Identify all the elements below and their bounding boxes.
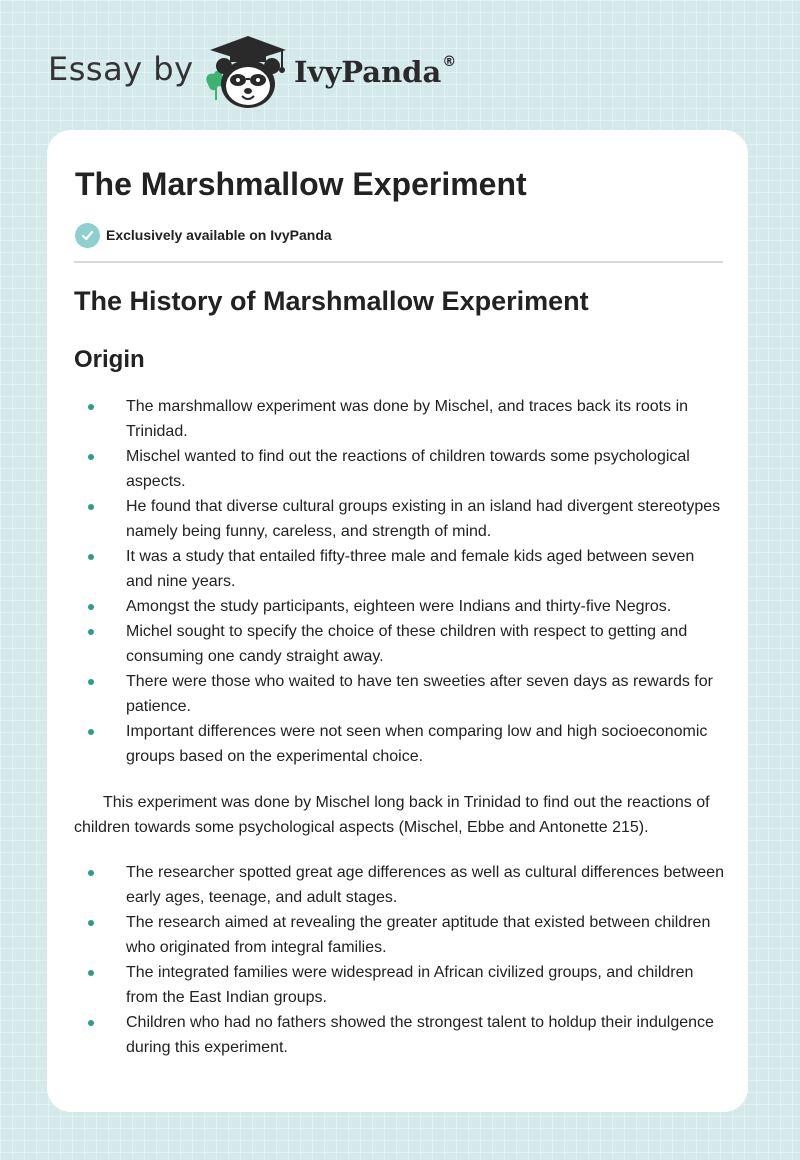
list-item: Mischel wanted to find out the reactions of children towards some psychological aspects. bbox=[74, 444, 724, 494]
check-circle-icon bbox=[75, 223, 100, 248]
divider bbox=[74, 261, 723, 263]
section-heading: The History of Marshmallow Experiment bbox=[74, 286, 589, 316]
list-item: The marshmallow experiment was done by Mischel, and traces back its roots in Trinidad. bbox=[74, 394, 724, 444]
exclusive-badge bbox=[75, 222, 332, 248]
bullet-dot-icon bbox=[88, 970, 94, 976]
registered-mark: ® bbox=[442, 54, 457, 70]
body-paragraph: This experiment was done by Mischel long back in Trinidad to find out the reactions of children towards some psychological aspects (Mischel, Ebbe and Antonette 215). bbox=[74, 794, 710, 836]
bullet-dot-icon bbox=[88, 920, 94, 926]
essay-by-label: Essay by bbox=[48, 50, 194, 88]
panda-logo-icon bbox=[202, 34, 294, 110]
article-body bbox=[74, 394, 724, 1060]
bullet-dot-icon bbox=[88, 729, 94, 735]
list-item: There were those who waited to have ten sweeties after seven days as rewards for patience. bbox=[74, 669, 724, 719]
bullet-dot-icon bbox=[88, 629, 94, 635]
bullet-dot-icon bbox=[88, 504, 94, 510]
bullet-dot-icon bbox=[88, 404, 94, 410]
badge-label: Exclusively available on IvyPanda bbox=[106, 227, 332, 243]
page-title: The Marshmallow Experiment bbox=[75, 166, 527, 202]
bullet-dot-icon bbox=[88, 870, 94, 876]
bullet-dot-icon bbox=[88, 679, 94, 685]
bullet-list-findings bbox=[74, 860, 724, 1060]
list-item: Important differences were not seen when comparing low and high socioeconomic groups based on the experimental choice. bbox=[74, 719, 724, 769]
list-item: Michel sought to specify the choice of these children with respect to getting and consuming one candy straight away. bbox=[74, 619, 724, 669]
site-header bbox=[48, 30, 548, 110]
list-item: He found that diverse cultural groups existing in an island had divergent stereotypes namely being funny, careless, and strength of mind. bbox=[74, 494, 724, 544]
bullet-dot-icon bbox=[88, 454, 94, 460]
subsection-heading: Origin bbox=[74, 346, 145, 373]
list-item: The researcher spotted great age differences as well as cultural differences between early ages, teenage, and adult stages. bbox=[74, 860, 724, 910]
bullet-dot-icon bbox=[88, 554, 94, 560]
bullet-list-origin bbox=[74, 394, 724, 769]
bullet-dot-icon bbox=[88, 604, 94, 610]
list-item: The research aimed at revealing the greater aptitude that existed between children who originated from integral families. bbox=[74, 910, 724, 960]
brand-name: IvyPanda® bbox=[294, 54, 457, 89]
list-item: The integrated families were widespread in African civilized groups, and children from the East Indian groups. bbox=[74, 960, 724, 1010]
bullet-dot-icon bbox=[88, 1020, 94, 1026]
list-item: It was a study that entailed fifty-three male and female kids aged between seven and nine years. bbox=[74, 544, 724, 594]
list-item: Children who had no fathers showed the strongest talent to holdup their indulgence during this experiment. bbox=[74, 1010, 724, 1060]
list-item: Amongst the study participants, eighteen were Indians and thirty-five Negros. bbox=[74, 594, 724, 619]
essay-card bbox=[47, 130, 748, 1112]
